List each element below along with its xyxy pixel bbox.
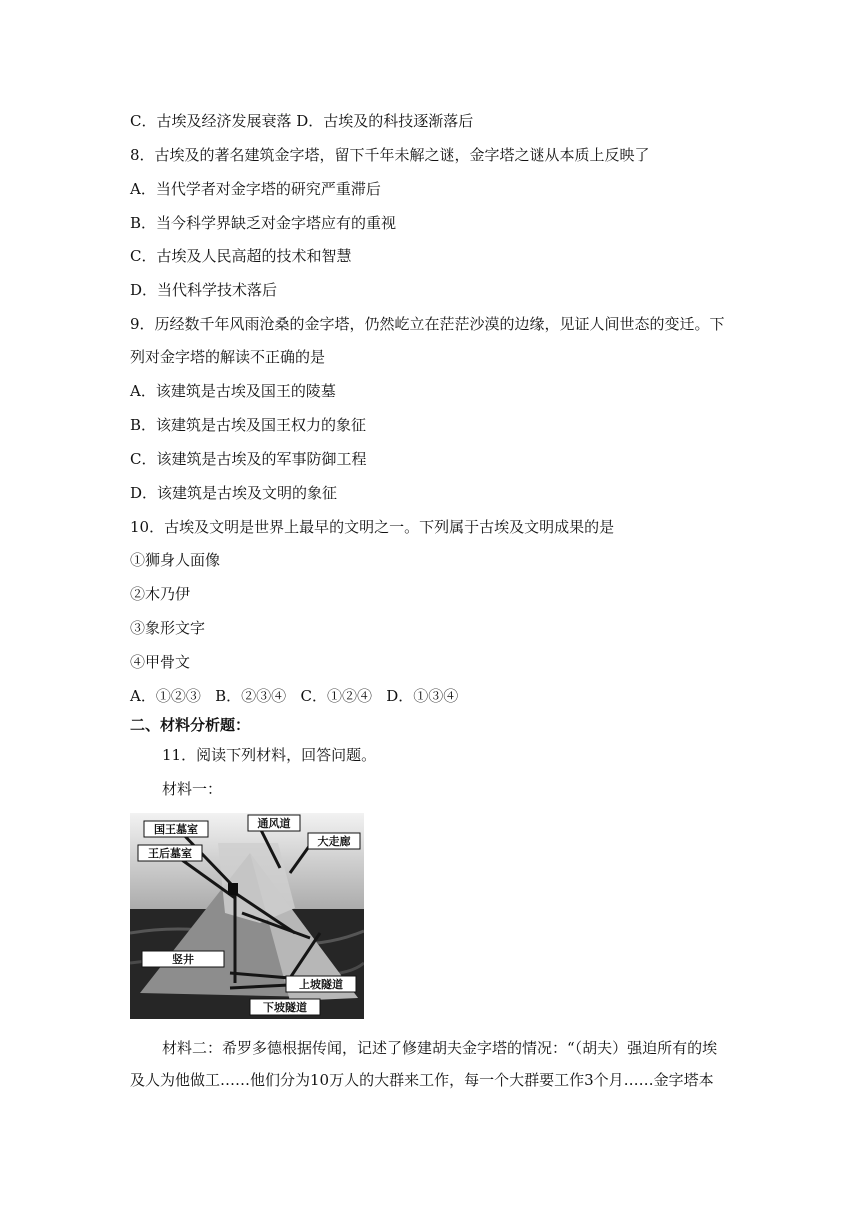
q8-option-c: C．古埃及人民高超的技术和智慧 (130, 247, 352, 265)
q9-option-a: A．该建筑是古埃及国王的陵墓 (130, 382, 336, 400)
q10-item-1: ①狮身人面像 (130, 551, 221, 569)
pyramid-cross-section-figure (130, 813, 364, 1019)
q9-option-c: C．该建筑是古埃及的军事防御工程 (130, 450, 367, 468)
label-vertical-shaft: 竖井 (172, 953, 194, 966)
question-11: 11．阅读下列材料，回答问题。 (162, 746, 377, 764)
label-queen-chamber: 王后墓室 (148, 847, 192, 860)
q8-option-a: A．当代学者对金字塔的研究严重滞后 (130, 180, 381, 198)
q8-option-b: B．当今科学界缺乏对金字塔应有的重视 (130, 214, 397, 232)
label-ascending-tunnel: 上坡隧道 (299, 978, 343, 991)
section-title: 二、材料分析题： (130, 716, 251, 734)
q7-options-cd: C．古埃及经济发展衰落 D．古埃及的科技逐渐落后 (130, 112, 474, 130)
label-king-chamber: 国王墓室 (154, 823, 198, 836)
material-two-paragraph: 材料二：希罗多德根据传闻，记述了修建胡夫金字塔的情况：“（胡夫）强迫所有的埃及人为他做工……他们分为10万人的大群来工作，每一个大群要工作3个月……金字塔本 (130, 1039, 718, 1089)
label-air-shaft: 通风道 (257, 817, 291, 830)
question-9-line2: 列对金字塔的解读不正确的是 (130, 348, 326, 366)
q9-option-b: B．该建筑是古埃及国王权力的象征 (130, 416, 367, 434)
question-10: 10．古埃及文明是世界上最早的文明之一。下列属于古埃及文明成果的是 (130, 518, 615, 536)
question-9-line1: 9．历经数千年风雨沧桑的金字塔，仍然屹立在茫茫沙漠的边缘，见证人间世态的变迁。下 (130, 315, 725, 333)
q10-options: A．①②③ B．②③④ C．①②④ D．①③④ (130, 687, 459, 705)
material-one-label: 材料一： (162, 780, 223, 798)
q8-option-d: D．当代科学技术落后 (130, 281, 278, 299)
label-grand-gallery: 大走廊 (317, 835, 351, 848)
q10-item-2: ②木乃伊 (130, 585, 191, 603)
question-8: 8．古埃及的著名建筑金字塔，留下千年未解之谜，金字塔之谜从本质上反映了 (130, 146, 650, 164)
q10-item-3: ③象形文字 (130, 619, 206, 637)
q10-item-4: ④甲骨文 (130, 653, 191, 671)
label-descending-tunnel: 下坡隧道 (263, 1001, 307, 1014)
q9-option-d: D．该建筑是古埃及文明的象征 (130, 484, 338, 502)
